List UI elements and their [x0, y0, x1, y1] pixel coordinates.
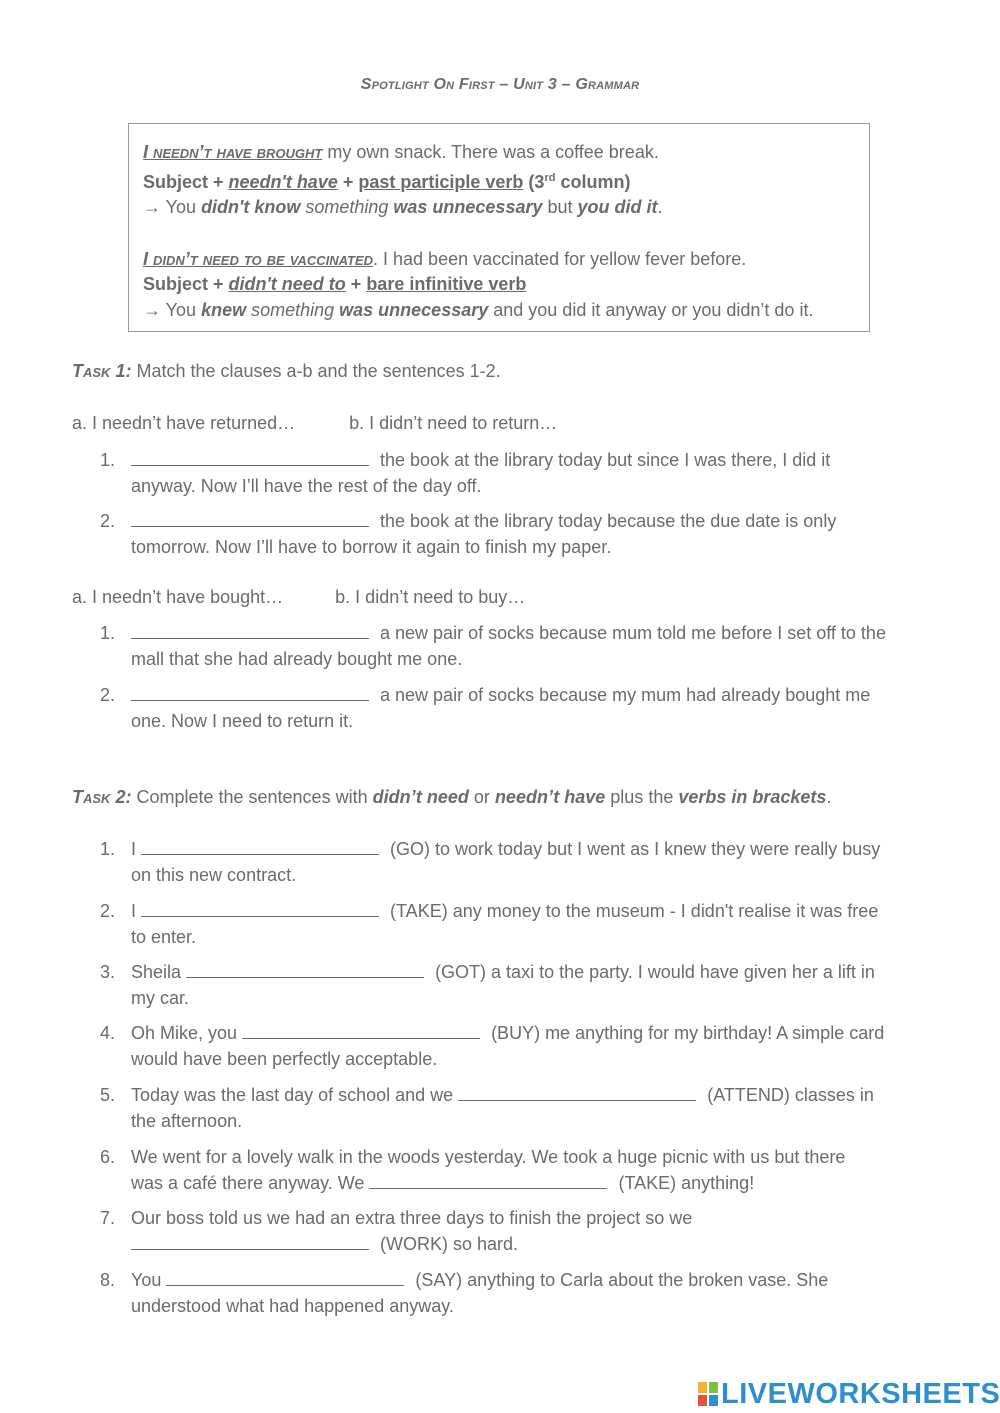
answer-blank[interactable]: [131, 509, 369, 527]
task2-instruction: Task 2: Complete the sentences with didn’t need or needn’t have plus the verbs in brackets.: [72, 787, 832, 807]
rule-meaning-2: → You knew something was unnecessary and you did it anyway or you didn’t do it.: [143, 299, 814, 320]
liveworksheets-logo: LIVEWORKSHEETS: [697, 1378, 1000, 1410]
rule-example-2: I didn’t need to be vaccinated. I had been vaccinated for yellow fever before.: [143, 248, 747, 269]
answer-blank[interactable]: [131, 448, 369, 466]
answer-blank[interactable]: [131, 683, 369, 701]
rule-meaning-1: → You didn't know something was unnecessary but you did it.: [143, 197, 663, 217]
answer-blank[interactable]: [166, 1268, 404, 1286]
rule-example-1: I needn’t have brought my own snack. There was a coffee break.: [143, 142, 659, 162]
task1-set1-options: a. I needn’t have returned… b. I didn’t need to return…: [72, 413, 558, 433]
answer-blank[interactable]: [131, 1232, 369, 1250]
liveworksheets-icon: [697, 1381, 719, 1407]
rule-form-2: Subject + didn't need to + bare infinitive verb: [143, 274, 527, 294]
page-title: Spotlight On First – Unit 3 – Grammar: [360, 76, 640, 93]
grammar-rule-box: [128, 123, 870, 332]
rule-form-1: Subject + needn't have + past participle verb (3rd column): [143, 171, 631, 192]
answer-blank[interactable]: [131, 621, 369, 639]
answer-blank[interactable]: [458, 1083, 696, 1101]
answer-blank[interactable]: [141, 899, 379, 917]
answer-blank[interactable]: [186, 960, 424, 978]
answer-blank[interactable]: [369, 1171, 607, 1189]
task1-set2-options: a. I needn’t have bought… b. I didn’t need to buy…: [72, 587, 526, 607]
task1-instruction: Task 1: Match the clauses a-b and the sentences 1-2.: [72, 361, 501, 381]
answer-blank[interactable]: [141, 837, 379, 855]
answer-blank[interactable]: [242, 1021, 480, 1039]
